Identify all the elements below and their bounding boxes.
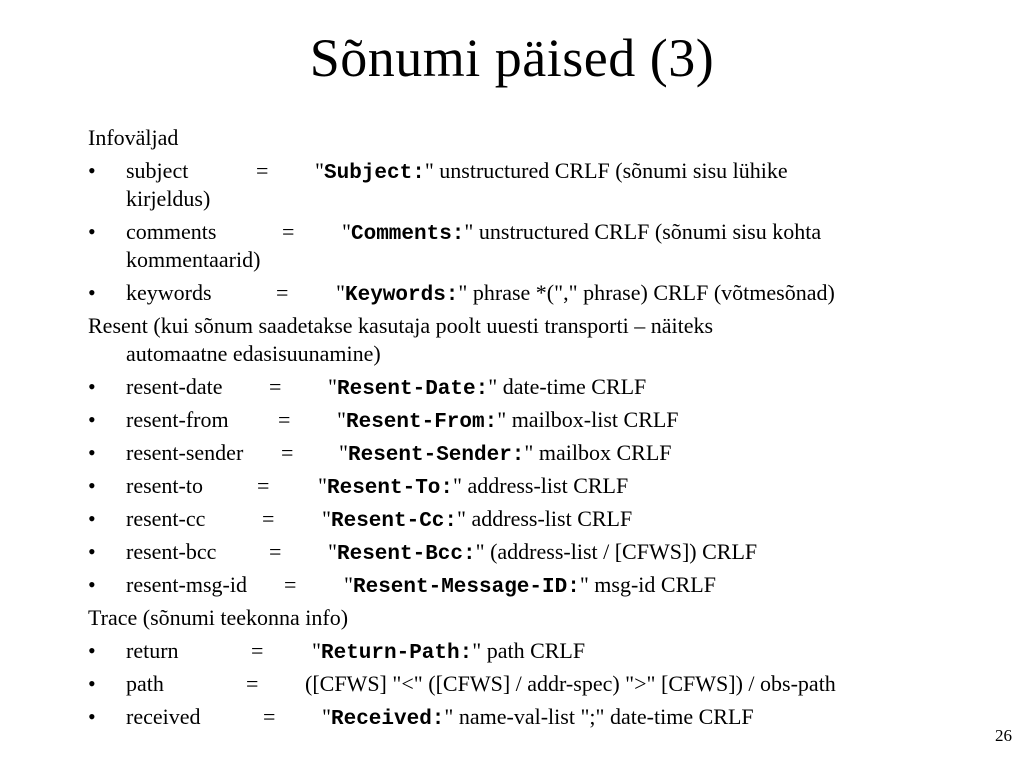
bullet-icon: • — [88, 158, 96, 183]
list-item — [88, 538, 988, 566]
equals-sign: = — [269, 374, 282, 399]
list-item — [88, 439, 988, 467]
field-definition: ([CFWS] "<" ([CFWS] / addr-spec) ">" [CFWS]) / obs-path — [305, 671, 836, 696]
equals-sign: = — [256, 158, 269, 183]
bullet-icon: • — [88, 440, 96, 465]
list-item — [88, 157, 988, 213]
field-name: comments — [126, 219, 217, 244]
list-item — [88, 218, 988, 274]
field-definition: "Resent-Sender:" mailbox CRLF — [339, 440, 672, 467]
header-keyword: Keywords: — [344, 284, 459, 307]
bullet-icon: • — [88, 473, 96, 498]
page-number: 26 — [995, 726, 1012, 745]
header-keyword: Resent-From: — [345, 411, 498, 434]
bullet-icon: • — [88, 407, 96, 432]
list-item — [88, 703, 988, 731]
bullet-icon: • — [88, 374, 96, 399]
header-keyword: Resent-Message-ID: — [352, 576, 580, 599]
equals-sign: = — [269, 539, 282, 564]
section-heading-resent-cont: automaatne edasisuunamine) — [126, 341, 381, 366]
field-name: subject — [126, 158, 189, 183]
list-item — [88, 406, 988, 434]
list-item — [88, 279, 988, 307]
field-name: resent-cc — [126, 506, 206, 531]
bullet-icon: • — [88, 539, 96, 564]
header-keyword: Resent-Date: — [336, 378, 489, 401]
section-heading-infovaljad: Infoväljad — [88, 125, 179, 150]
field-definition: "Subject:" unstructured CRLF (sõnumi sisu lühike — [315, 158, 788, 185]
section-heading-resent: Resent (kui sõnum saadetakse kasutaja poolt uuesti transporti – näiteks — [88, 313, 714, 338]
header-keyword: Resent-Sender: — [347, 444, 525, 467]
angle-bracket: < — [401, 671, 414, 696]
equals-sign: = — [281, 440, 294, 465]
bullet-icon: • — [88, 572, 96, 597]
slide-title: Sõnumi päised (3) — [309, 28, 715, 88]
field-definition: "Resent-Cc:" address-list CRLF — [322, 506, 633, 533]
bullet-icon: • — [88, 219, 96, 244]
bullet-icon: • — [88, 280, 96, 305]
equals-sign: = — [284, 572, 297, 597]
equals-sign: = — [282, 219, 295, 244]
equals-sign: = — [263, 704, 276, 729]
equals-sign: = — [246, 671, 259, 696]
bullet-icon: • — [88, 506, 96, 531]
field-name: resent-date — [126, 374, 223, 399]
header-keyword: Return-Path: — [320, 642, 473, 665]
field-name: received — [126, 704, 201, 729]
equals-sign: = — [251, 638, 264, 663]
field-name: resent-msg-id — [126, 572, 247, 597]
field-definition: "Resent-Date:" date-time CRLF — [328, 374, 647, 401]
list-item — [88, 505, 988, 533]
equals-sign: = — [257, 473, 270, 498]
slide-content — [88, 124, 988, 731]
field-definition: "Comments:" unstructured CRLF (sõnumi sisu kohta — [342, 219, 822, 246]
header-keyword: Resent-Bcc: — [336, 543, 476, 566]
header-keyword: Comments: — [350, 223, 465, 246]
bullet-icon: • — [88, 671, 96, 696]
field-definition: "Resent-Bcc:" (address-list / [CFWS]) CRLF — [328, 539, 758, 566]
header-keyword: Subject: — [323, 162, 425, 185]
list-item — [88, 571, 988, 599]
field-name: resent-sender — [126, 440, 244, 465]
bullet-icon: • — [88, 704, 96, 729]
header-keyword: Resent-Cc: — [330, 510, 458, 533]
list-item — [88, 670, 988, 698]
list-item — [88, 472, 988, 500]
field-name: keywords — [126, 280, 212, 305]
field-definition: "Return-Path:" path CRLF — [312, 638, 586, 665]
field-name: return — [126, 638, 179, 663]
header-keyword: Resent-To: — [326, 477, 454, 500]
field-definition: "Resent-Message-ID:" msg-id CRLF — [344, 572, 716, 599]
field-definition: "Received:" name-val-list ";" date-time CRLF — [322, 704, 754, 731]
list-item — [88, 373, 988, 401]
field-name: resent-bcc — [126, 539, 217, 564]
equals-sign: = — [262, 506, 275, 531]
field-definition-cont: kirjeldus) — [126, 186, 211, 211]
header-keyword: Received: — [330, 708, 445, 731]
list-item — [88, 637, 988, 665]
field-name: resent-from — [126, 407, 229, 432]
equals-sign: = — [278, 407, 291, 432]
equals-sign: = — [276, 280, 289, 305]
field-name: resent-to — [126, 473, 203, 498]
field-definition: "Keywords:" phrase *("," phrase) CRLF (võtmesõnad) — [336, 280, 835, 307]
bullet-icon: • — [88, 638, 96, 663]
field-definition-cont: kommentaarid) — [126, 247, 261, 272]
field-name: path — [126, 671, 164, 696]
field-definition: "Resent-From:" mailbox-list CRLF — [337, 407, 679, 434]
field-definition: "Resent-To:" address-list CRLF — [318, 473, 629, 500]
section-heading-trace: Trace (sõnumi teekonna info) — [88, 605, 349, 630]
